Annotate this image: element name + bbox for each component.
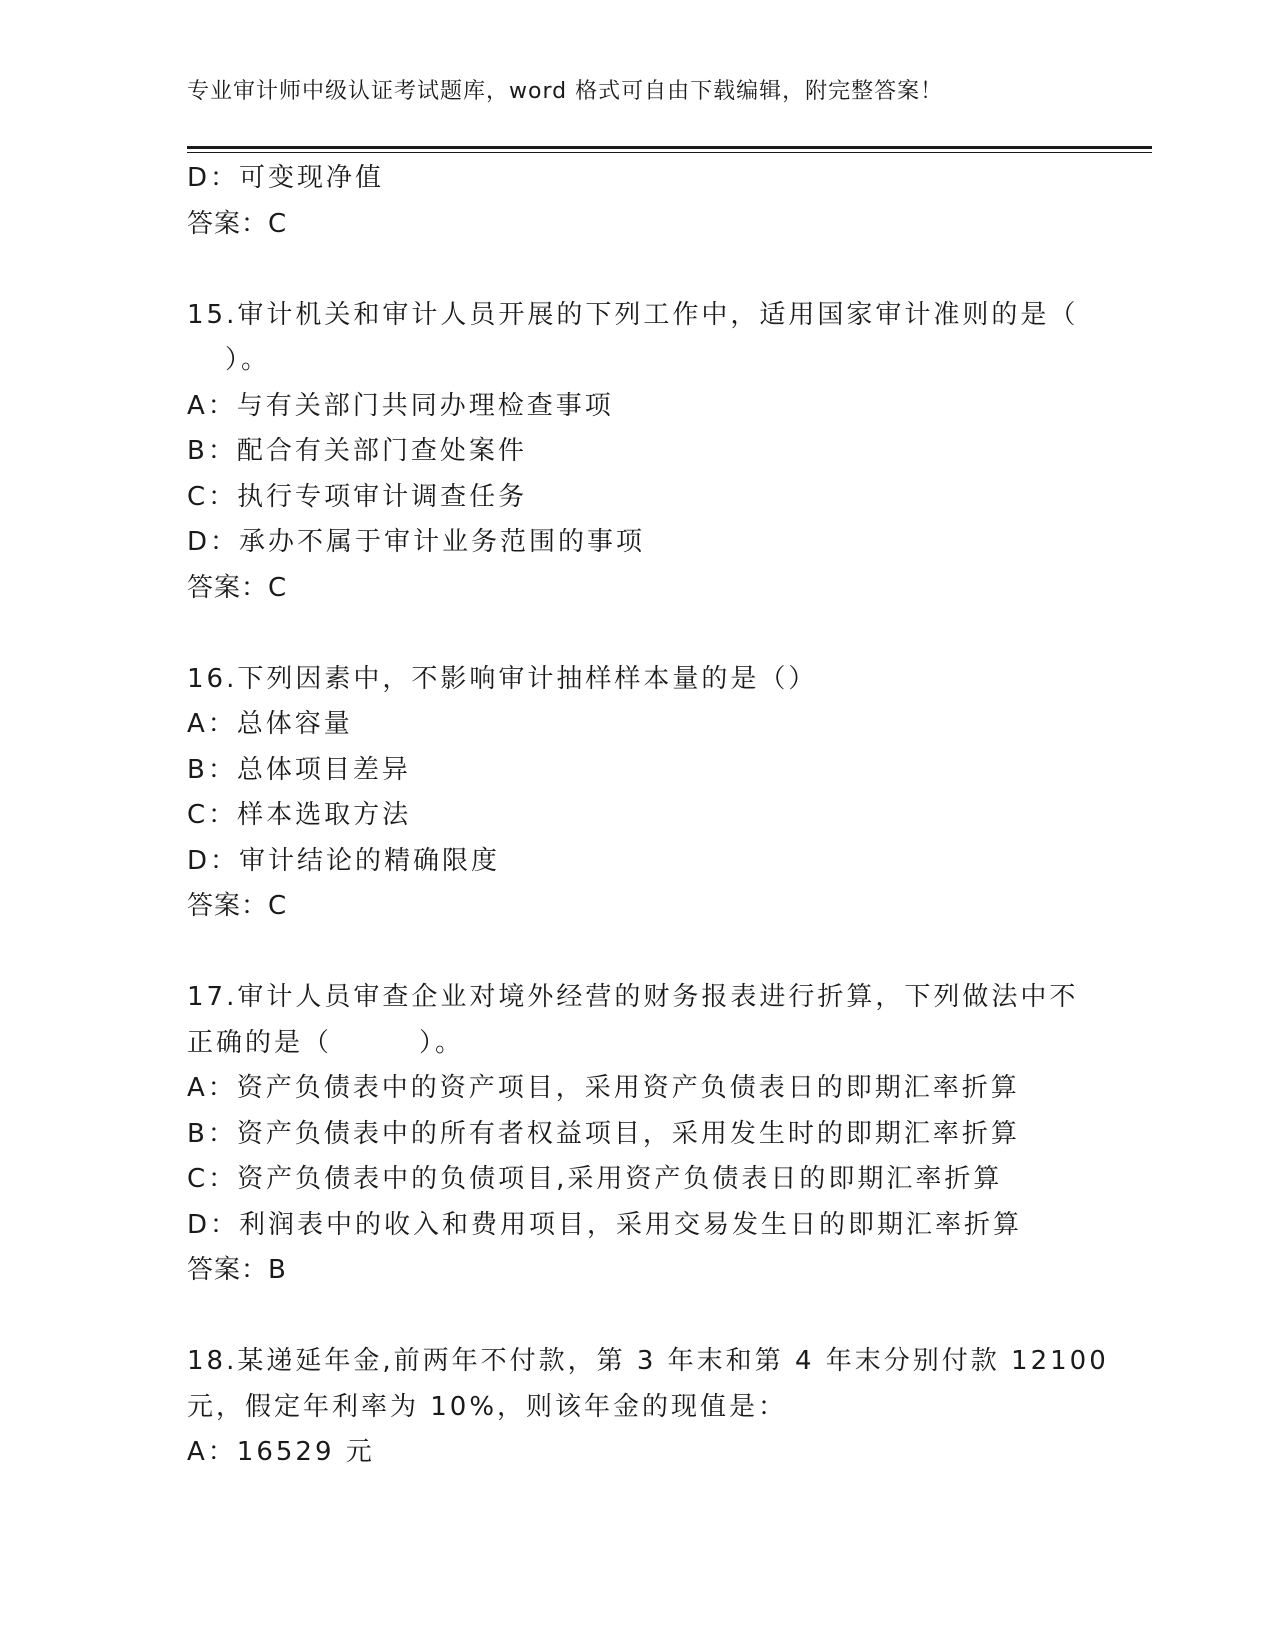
answer: 答案：B xyxy=(187,1255,287,1285)
spacer xyxy=(187,611,1087,657)
question-16 xyxy=(187,657,1087,930)
question-stem-continued: 正确的是（ ）。 xyxy=(187,1027,465,1058)
question-stem: 18.某递延年金,前两年不付款，第 3 年末和第 4 年末分别付款 12100 xyxy=(187,1346,1109,1376)
option-c: C：样本选取方法 xyxy=(187,800,412,830)
question-17 xyxy=(187,975,1087,1294)
spacer xyxy=(187,930,1087,976)
question-stem: 16.下列因素中，不影响审计抽样样本量的是（） xyxy=(187,663,818,694)
option-d: D：承办不属于审计业务范围的事项 xyxy=(187,527,646,557)
question-15 xyxy=(187,293,1087,612)
option-c: C：资产负债表中的负债项目,采用资产负债表日的即期汇率折算 xyxy=(187,1164,1003,1194)
option-a: A：16529 元 xyxy=(187,1437,375,1467)
question-stem-continued: 元，假定年利率为 10%，则该年金的现值是： xyxy=(187,1391,788,1422)
answer: 答案：C xyxy=(187,208,288,239)
question-list xyxy=(187,156,1109,1476)
page-header: 专业审计师中级认证考试题库，word 格式可自由下载编辑，附完整答案！ xyxy=(187,79,944,104)
header-rule-thin xyxy=(187,152,1152,153)
answer: 答案：C xyxy=(187,572,288,603)
option-a: A：与有关部门共同办理检查事项 xyxy=(187,390,614,421)
option-a: A：总体容量 xyxy=(187,709,353,739)
option-b: B：总体项目差异 xyxy=(187,754,411,785)
answer: 答案：C xyxy=(187,891,288,921)
option-b: B：资产负债表中的所有者权益项目，采用发生时的即期汇率折算 xyxy=(187,1118,1020,1149)
spacer xyxy=(187,1294,1087,1340)
option-d: D：可变现净值 xyxy=(187,163,385,193)
option-d: D：审计结论的精确限度 xyxy=(187,845,501,876)
option-d: D：利润表中的收入和费用项目，采用交易发生日的即期汇率折算 xyxy=(187,1209,1023,1240)
header-rule-thick xyxy=(187,146,1152,149)
question-stem-continued: ）。 xyxy=(225,345,271,375)
question-stem: 15.审计机关和审计人员开展的下列工作中，适用国家审计准则的是（ xyxy=(187,299,1079,330)
option-b: B：配合有关部门查处案件 xyxy=(187,436,527,466)
option-c: C：执行专项审计调查任务 xyxy=(187,481,528,512)
question-stem: 17.审计人员审查企业对境外经营的财务报表进行折算，下列做法中不 xyxy=(187,982,1079,1012)
question-14 xyxy=(187,156,1087,247)
question-18 xyxy=(187,1339,1109,1476)
spacer xyxy=(187,247,1087,293)
option-a: A：资产负债表中的资产项目，采用资产负债表日的即期汇率折算 xyxy=(187,1073,1020,1103)
